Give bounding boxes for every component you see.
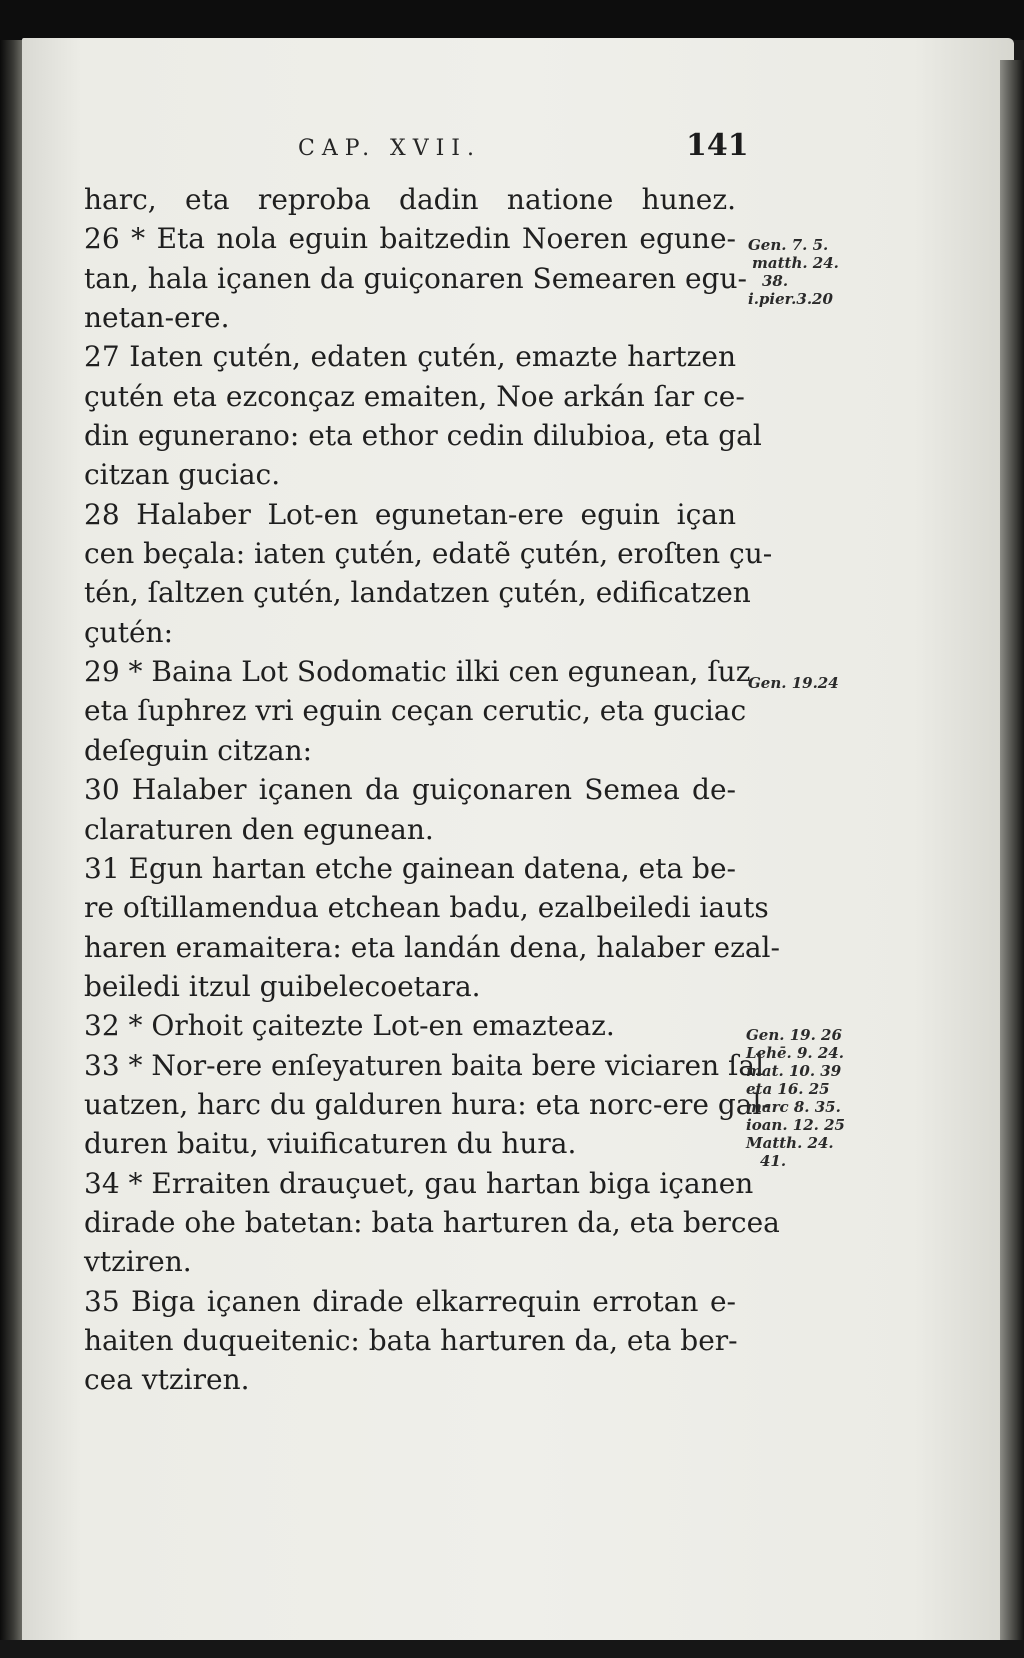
text-line: tan, hala içanen da guiçonaren Semearen egu-: [84, 261, 747, 295]
marginal-reference-line: eta 16. 25: [746, 1080, 830, 1098]
text-line: 29 * Baina Lot Sodomatic ilki cen egunean, ſuz: [84, 655, 751, 689]
marginal-reference-line: Lehē. 9. 24.: [746, 1044, 844, 1062]
scan-bottom-border: [0, 1640, 1024, 1658]
text-line: netan-ere.: [84, 301, 230, 335]
text-line: çutén:: [84, 615, 174, 649]
marginal-reference-line: Matth. 24.: [746, 1134, 834, 1152]
text-line: tén, ſaltzen çutén, landatzen çutén, edificatzen: [84, 576, 751, 610]
text-line: 33 * Nor-ere enſeyaturen baita bere viciaren ſal: [84, 1048, 765, 1082]
marginal-reference-line: Gen. 19. 26: [746, 1026, 842, 1044]
marginal-reference-line: Gen. 19.24: [748, 674, 839, 692]
text-line: cen beçala: iaten çutén, edatẽ çutén, eroſten çu-: [84, 537, 773, 571]
marginal-reference: [746, 1026, 845, 1170]
text-line: din egunerano: eta ethor cedin dilubioa, eta gal: [84, 419, 762, 453]
text-line: claraturen den egunean.: [84, 812, 434, 846]
text-line: 34 * Erraiten drauçuet, gau hartan biga içanen: [84, 1166, 754, 1200]
text-line: harc, eta reproba dadin natione hunez.: [84, 183, 736, 216]
marginal-reference-line: mat. 10. 39: [746, 1062, 842, 1080]
book-spine-edge: [0, 40, 22, 1658]
marginal-reference-line: ioan. 12. 25: [746, 1116, 845, 1134]
text-line: citzan guciac.: [84, 458, 281, 492]
text-line: deſeguin citzan:: [84, 733, 313, 767]
text-line: dirade ohe batetan: bata harturen da, eta bercea: [84, 1205, 780, 1239]
scan-top-border: [0, 0, 1024, 40]
marginal-reference-line: i.pier.3.20: [748, 290, 833, 308]
marginal-reference: [748, 674, 839, 692]
text-line: beiledi itzul guibelecoetara.: [84, 969, 481, 1003]
scan-right-border: [1000, 60, 1024, 1658]
marginal-reference-line: Gen. 7. 5.: [748, 236, 829, 254]
text-line: 35 Biga içanen dirade elkarrequin errotan e-: [84, 1284, 736, 1318]
text-line: haren eramaitera: eta landán dena, halaber ezal-: [84, 930, 780, 964]
marginal-reference-line: marc 8. 35.: [746, 1098, 841, 1116]
text-line: çutén eta ezconçaz emaiten, Noe arkán ſar ce-: [84, 379, 745, 413]
text-line: 30 Halaber içanen da guiçonaren Semea de-: [84, 773, 736, 807]
text-line: 31 Egun hartan etche gainean datena, eta be-: [84, 851, 736, 885]
text-line: eta ſuphrez vri eguin ceçan cerutic, eta guciac: [84, 694, 747, 728]
text-line: haiten duqueitenic: bata harturen da, eta ber-: [84, 1323, 738, 1357]
text-line: 26 * Eta nola eguin baitzedin Noeren egune-: [84, 222, 736, 256]
marginal-reference-line: 41.: [760, 1152, 787, 1170]
page-number: 141: [686, 128, 749, 163]
marginal-reference: [748, 236, 839, 308]
text-line: re oſtillamendua etchean badu, ezalbeiledi iauts: [84, 891, 769, 925]
marginal-reference-line: 38.: [762, 272, 789, 290]
text-line: 27 Iaten çutén, edaten çutén, emazte hartzen: [84, 340, 736, 374]
text-line: uatzen, harc du galduren hura: eta norc-ere gal-: [84, 1087, 771, 1121]
marginal-reference-line: matth. 24.: [752, 254, 839, 272]
text-line: vtziren.: [84, 1245, 192, 1279]
text-line: duren baitu, viuificaturen du hura.: [84, 1127, 577, 1161]
running-head: [0, 128, 1024, 168]
text-line: cea vtziren.: [84, 1363, 250, 1397]
text-line: 28 Halaber Lot-en egunetan-ere eguin içan: [84, 497, 736, 531]
text-line: 32 * Orhoit çaitezte Lot-en emazteaz.: [84, 1009, 615, 1043]
chapter-heading: CAP. XVII.: [298, 136, 481, 161]
